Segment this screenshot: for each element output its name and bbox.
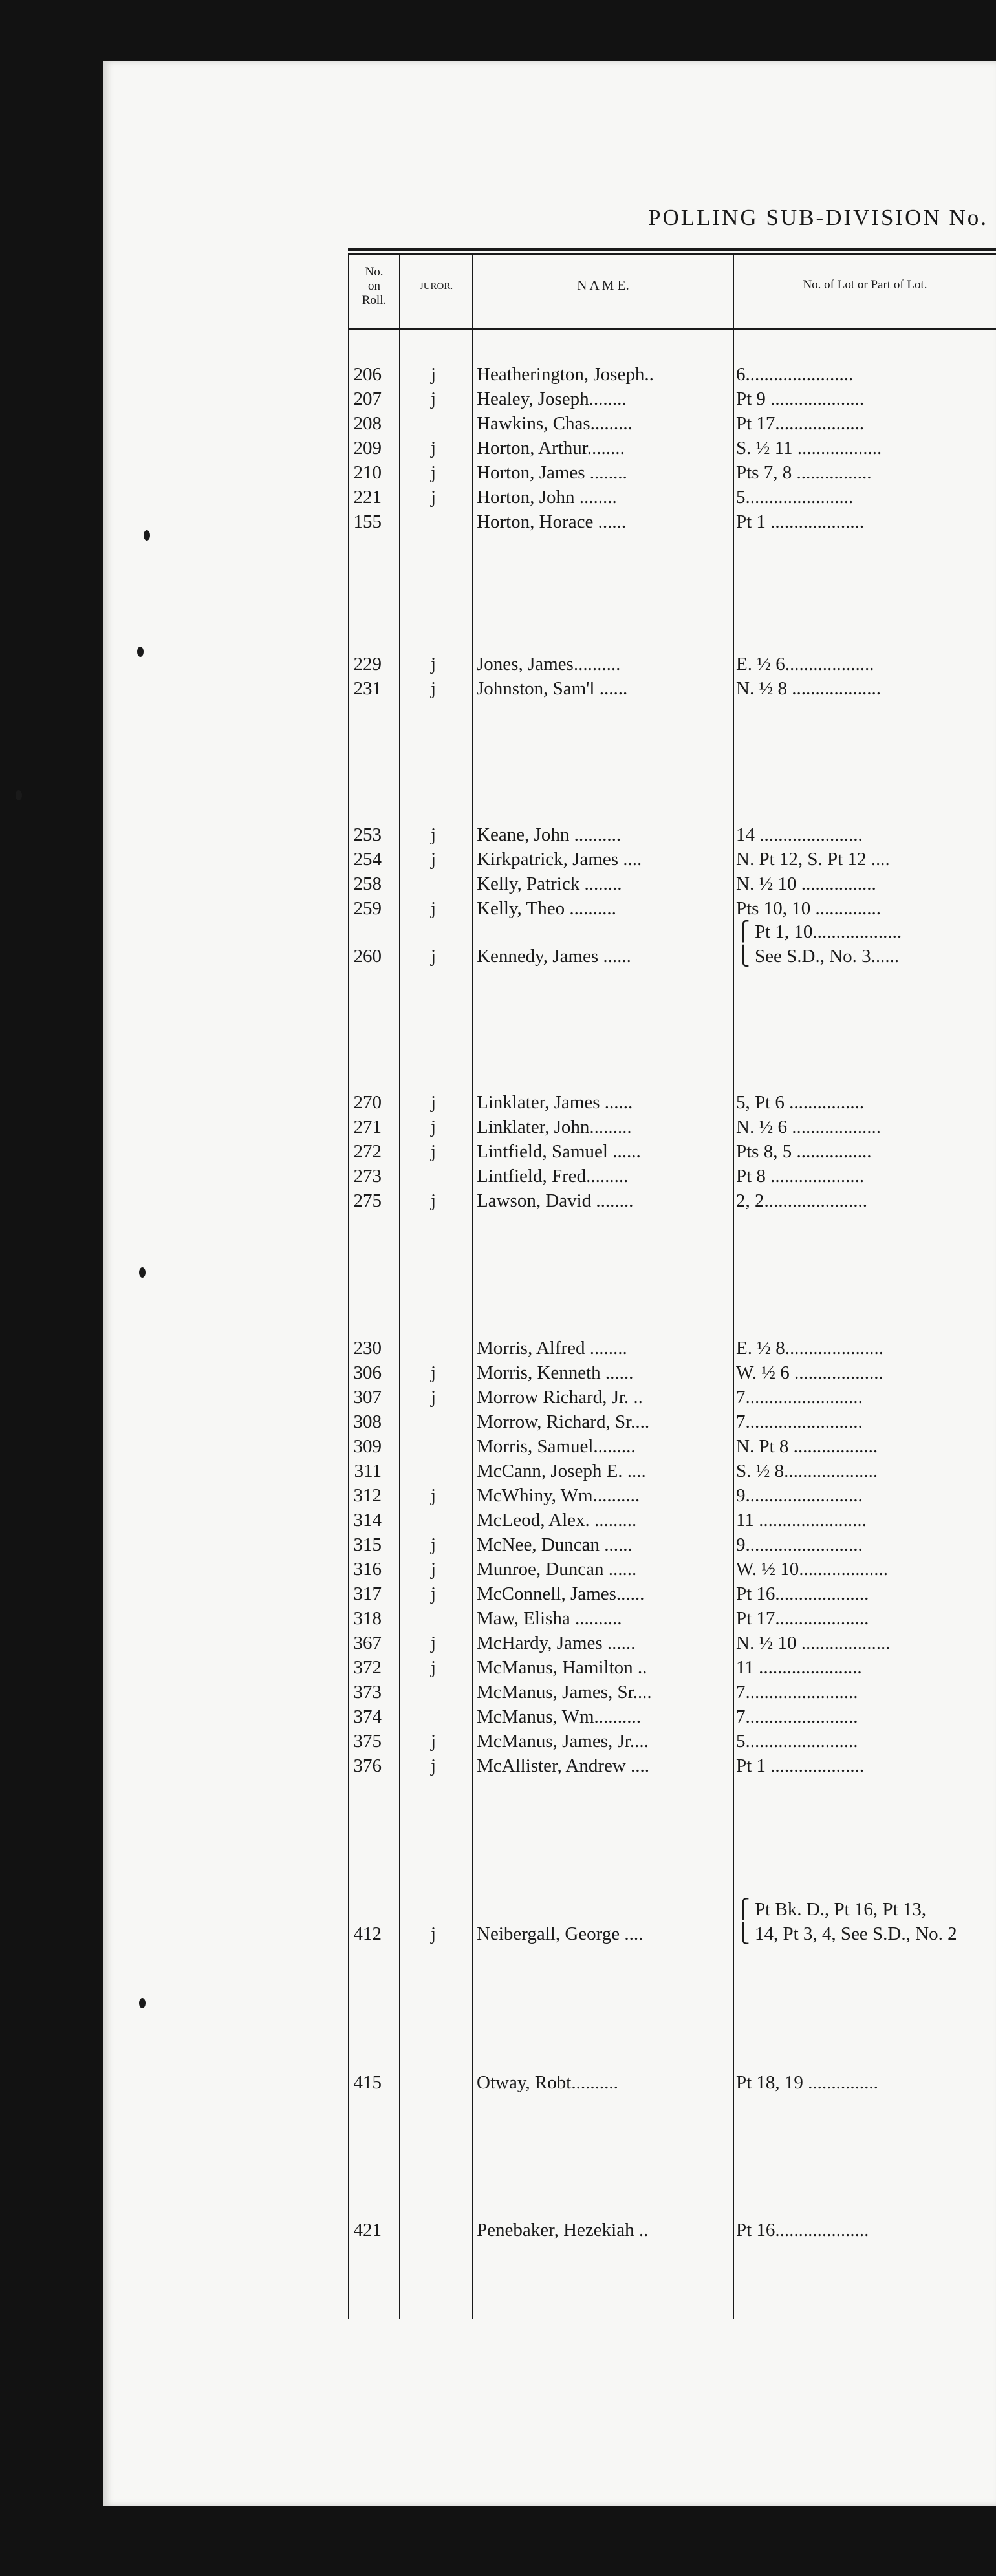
page-title: POLLING SUB-DIVISION No.: [648, 205, 989, 230]
voter-name: McManus, Wm..........: [477, 1706, 642, 1727]
voter-name: Kirkpatrick, James ....: [477, 849, 642, 870]
roll-number: 315: [353, 1534, 382, 1555]
lot-description: N. ½ 6 ...................: [736, 1117, 881, 1137]
column-header-no-line2: on: [368, 279, 380, 293]
voter-name: Munroe, Duncan ......: [477, 1559, 637, 1580]
juror-mark: j: [430, 487, 437, 508]
voter-name: McConnell, James......: [477, 1583, 645, 1604]
lot-description: Pts 7, 8 ................: [736, 462, 872, 483]
table-row: [0, 1360, 996, 1385]
lot-text: See S.D., No. 3......: [755, 946, 900, 967]
voter-name: McManus, James, Sr....: [477, 1682, 652, 1702]
lot-description: Pt 1 ....................: [736, 1755, 865, 1776]
column-header-juror: JUROR.: [419, 281, 453, 292]
table-row: [0, 1139, 996, 1164]
table-row: [0, 1532, 996, 1557]
table-row: [0, 676, 996, 701]
lot-description: E. ½ 8.....................: [736, 1338, 883, 1358]
roll-number: 311: [354, 1461, 382, 1481]
juror-mark: j: [430, 1190, 437, 1211]
roll-number: 275: [353, 1190, 382, 1211]
table-row: [0, 1090, 996, 1115]
table-row: [0, 460, 996, 485]
brace-top: ⎧: [736, 921, 755, 942]
table-row: [0, 921, 996, 969]
table-row: [0, 847, 996, 872]
lot-description: 7.........................: [736, 1411, 863, 1432]
lot-description: S. ½ 11 ..................: [736, 438, 882, 458]
voter-name: Horton, Horace ......: [477, 511, 627, 532]
lot-description: 2, 2......................: [736, 1190, 867, 1211]
roll-number: 260: [353, 946, 382, 967]
table-row: [0, 1459, 996, 1483]
voter-name: Morrow, Richard, Sr....: [477, 1411, 650, 1432]
roll-number: 307: [353, 1387, 382, 1408]
voter-name: Otway, Robt..........: [477, 2072, 618, 2093]
voter-name: Jones, James..........: [477, 654, 621, 674]
table-row: [0, 1385, 996, 1410]
scan-speck: [137, 647, 144, 657]
juror-mark: j: [430, 1731, 437, 1752]
lot-description: Pts 10, 10 ..............: [736, 898, 881, 919]
table-row: [0, 1680, 996, 1704]
table-row: [0, 436, 996, 460]
table-row: [0, 2070, 996, 2095]
roll-number: 308: [353, 1411, 382, 1432]
table-row: [0, 896, 996, 921]
roll-number: 318: [353, 1608, 382, 1629]
lot-description: N. ½ 10 ...................: [736, 1633, 891, 1653]
lot-description: Pt 17....................: [736, 1608, 869, 1629]
lot-description: Pt 16....................: [736, 2220, 869, 2240]
lot-description: 7.........................: [736, 1387, 863, 1408]
roll-number: 271: [353, 1117, 382, 1137]
juror-mark: j: [430, 824, 437, 845]
lot-description: S. ½ 8....................: [736, 1461, 878, 1481]
voter-name: McManus, James, Jr....: [477, 1731, 649, 1752]
voter-name: Penebaker, Hezekiah ..: [477, 2220, 649, 2240]
roll-number: 376: [353, 1755, 382, 1776]
lot-text: Pt 1, 10...................: [755, 921, 902, 942]
voter-name: Horton, John ........: [477, 487, 617, 508]
column-header-name: N A M E.: [577, 277, 629, 293]
table-row: [0, 1164, 996, 1188]
voter-name: McManus, Hamilton ..: [477, 1657, 647, 1678]
table-row: [0, 1508, 996, 1532]
roll-number: 273: [353, 1166, 382, 1186]
juror-mark: j: [430, 1534, 437, 1555]
table-row: [0, 485, 996, 510]
scan-speck: [16, 790, 22, 800]
lot-description-line1: [736, 919, 996, 944]
voter-name: Horton, Arthur........: [477, 438, 625, 458]
lot-description: 7........................: [736, 1682, 858, 1702]
lot-description: 11 .......................: [736, 1510, 867, 1530]
roll-number: 208: [353, 413, 382, 434]
roll-number: 230: [353, 1338, 382, 1358]
lot-description: W. ½ 10...................: [736, 1559, 888, 1580]
roll-number: 412: [353, 1924, 382, 1944]
juror-mark: j: [430, 849, 437, 870]
voter-name: Heatherington, Joseph..: [477, 364, 654, 385]
lot-description: Pt 1 ....................: [736, 511, 865, 532]
lot-description: 14 ......................: [736, 824, 863, 845]
roll-number: 221: [353, 487, 382, 508]
voter-name: Lintfield, Samuel ......: [477, 1141, 641, 1162]
table-row: [0, 1606, 996, 1631]
juror-mark: j: [430, 898, 437, 919]
scan-speck: [139, 1267, 146, 1278]
juror-mark: j: [430, 654, 437, 674]
juror-mark: j: [430, 1559, 437, 1580]
roll-number: 373: [353, 1682, 382, 1702]
lot-description: 5, Pt 6 ................: [736, 1092, 865, 1113]
lot-description: 11 ......................: [736, 1657, 862, 1678]
lot-description: Pts 8, 5 ................: [736, 1141, 872, 1162]
roll-number: 314: [353, 1510, 382, 1530]
roll-number: 155: [353, 511, 382, 532]
table-row: [0, 1483, 996, 1508]
juror-mark: j: [430, 946, 437, 967]
voter-name: Linklater, John.........: [477, 1117, 632, 1137]
juror-mark: j: [430, 364, 437, 385]
lot-description: E. ½ 6...................: [736, 654, 874, 674]
lot-description-line1: [736, 1897, 996, 1922]
brace-bottom: ⎩: [736, 1924, 755, 1944]
lot-description: 6.......................: [736, 364, 854, 385]
table-row: [0, 652, 996, 676]
table-row: [0, 1631, 996, 1655]
juror-mark: j: [430, 1387, 437, 1408]
juror-mark: j: [430, 438, 437, 458]
table-row: [0, 1557, 996, 1582]
column-header-no: [349, 265, 399, 308]
table-row: [0, 1434, 996, 1459]
voter-name: Morrow Richard, Jr. ..: [477, 1387, 643, 1408]
roll-number: 312: [353, 1485, 382, 1506]
juror-mark: j: [430, 1657, 437, 1678]
juror-mark: j: [430, 1755, 437, 1776]
roll-number: 317: [353, 1583, 382, 1604]
roll-number: 253: [353, 824, 382, 845]
roll-number: 272: [353, 1141, 382, 1162]
voter-name: Johnston, Sam'l ......: [477, 678, 628, 699]
voter-name: McAllister, Andrew ....: [477, 1755, 650, 1776]
table-row: [0, 1582, 996, 1606]
lot-description-line2: [736, 1922, 996, 1946]
table-row: [0, 510, 996, 534]
juror-mark: j: [430, 1362, 437, 1383]
table-row: [0, 1754, 996, 1778]
juror-mark: j: [430, 462, 437, 483]
roll-number: 206: [353, 364, 382, 385]
brace-top: ⎧: [736, 1899, 755, 1920]
table-row: [0, 362, 996, 387]
column-header-rule: [348, 328, 996, 330]
table-row: [0, 1729, 996, 1754]
lot-description: Pt 17...................: [736, 413, 865, 434]
column-divider-lot: [733, 253, 734, 2319]
roll-number: 421: [353, 2220, 382, 2240]
juror-mark: j: [430, 678, 437, 699]
voter-name: Kennedy, James ......: [477, 946, 631, 967]
voter-name: Morris, Kenneth ......: [477, 1362, 634, 1383]
voter-name: Morris, Samuel.........: [477, 1436, 636, 1457]
voter-name: McNee, Duncan ......: [477, 1534, 633, 1555]
lot-description-line2: [736, 944, 996, 969]
roll-number: 231: [353, 678, 382, 699]
lot-description: Pt 9 ....................: [736, 389, 865, 409]
lot-description: Pt 16....................: [736, 1583, 869, 1604]
roll-number: 306: [353, 1362, 382, 1383]
roll-number: 209: [353, 438, 382, 458]
voter-name: McCann, Joseph E. ....: [477, 1461, 646, 1481]
lot-description: N. Pt 8 ..................: [736, 1436, 878, 1457]
roll-number: 254: [353, 849, 382, 870]
roll-number: 207: [353, 389, 382, 409]
brace-bottom: ⎩: [736, 946, 755, 967]
juror-mark: j: [430, 1633, 437, 1653]
voter-name: Maw, Elisha ..........: [477, 1608, 622, 1629]
juror-mark: j: [430, 1141, 437, 1162]
lot-description: N. Pt 12, S. Pt 12 ....: [736, 849, 890, 870]
voter-name: Kelly, Theo ..........: [477, 898, 616, 919]
column-divider-juror: [399, 253, 400, 2319]
lot-description: 9.........................: [736, 1534, 863, 1555]
column-divider-name: [472, 253, 473, 2319]
voter-name: McLeod, Alex. .........: [477, 1510, 637, 1530]
juror-mark: j: [430, 1485, 437, 1506]
table-row: [0, 387, 996, 411]
roll-number: 258: [353, 874, 382, 894]
juror-mark: j: [430, 1924, 437, 1944]
table-row: [0, 1704, 996, 1729]
roll-number: 259: [353, 898, 382, 919]
table-row: [0, 1655, 996, 1680]
column-header-lot: No. of Lot or Part of Lot.: [803, 278, 927, 292]
juror-mark: j: [430, 389, 437, 409]
column-header-no-line3: Roll.: [362, 294, 387, 307]
voter-name: Neibergall, George ....: [477, 1924, 644, 1944]
lot-description: 9.........................: [736, 1485, 863, 1506]
roll-number: 374: [353, 1706, 382, 1727]
voter-name: McHardy, James ......: [477, 1633, 636, 1653]
table-row: [0, 1115, 996, 1139]
roll-number: 415: [353, 2072, 382, 2093]
voter-name: Linklater, James ......: [477, 1092, 633, 1113]
scan-speck: [144, 530, 150, 541]
voter-name: Lintfield, Fred.........: [477, 1166, 629, 1186]
roll-number: 270: [353, 1092, 382, 1113]
voter-name: Kelly, Patrick ........: [477, 874, 622, 894]
voter-name: Lawson, David ........: [477, 1190, 634, 1211]
roll-number: 367: [353, 1633, 382, 1653]
roll-number: 229: [353, 654, 382, 674]
roll-number: 375: [353, 1731, 382, 1752]
table-row: [0, 2218, 996, 2242]
lot-description: W. ½ 6 ...................: [736, 1362, 883, 1383]
lot-description: 5.......................: [736, 487, 854, 508]
roll-number: 309: [353, 1436, 382, 1457]
voter-name: Keane, John ..........: [477, 824, 622, 845]
column-header-no-line1: No.: [365, 265, 384, 279]
lot-description: 5........................: [736, 1731, 858, 1752]
lot-description: N. ½ 8 ...................: [736, 678, 881, 699]
voter-name: Hawkins, Chas.........: [477, 413, 633, 434]
roll-number: 372: [353, 1657, 382, 1678]
roll-number: 210: [353, 462, 382, 483]
voter-name: Healey, Joseph........: [477, 389, 627, 409]
lot-description: N. ½ 10 ................: [736, 874, 876, 894]
juror-mark: j: [430, 1583, 437, 1604]
lot-text: Pt Bk. D., Pt 16, Pt 13,: [755, 1899, 927, 1920]
header-rule-secondary: [348, 253, 996, 255]
lot-description: 7........................: [736, 1706, 858, 1727]
table-row: [0, 822, 996, 847]
voter-name: McWhiny, Wm..........: [477, 1485, 640, 1506]
table-row: [0, 1899, 996, 1946]
header-rule: [348, 248, 996, 251]
juror-mark: j: [430, 1117, 437, 1137]
scan-speck: [139, 1998, 146, 2008]
juror-mark: j: [430, 1092, 437, 1113]
voter-name: Morris, Alfred ........: [477, 1338, 627, 1358]
table-row: [0, 411, 996, 436]
table-row: [0, 872, 996, 896]
table-row: [0, 1188, 996, 1213]
voter-name: Horton, James ........: [477, 462, 627, 483]
table-row: [0, 1410, 996, 1434]
lot-text: 14, Pt 3, 4, See S.D., No. 2: [755, 1924, 957, 1944]
table-row: [0, 1336, 996, 1360]
table-left-border: [348, 253, 349, 2319]
lot-description: Pt 8 ....................: [736, 1166, 865, 1186]
roll-number: 316: [353, 1559, 382, 1580]
lot-description: Pt 18, 19 ...............: [736, 2072, 878, 2093]
